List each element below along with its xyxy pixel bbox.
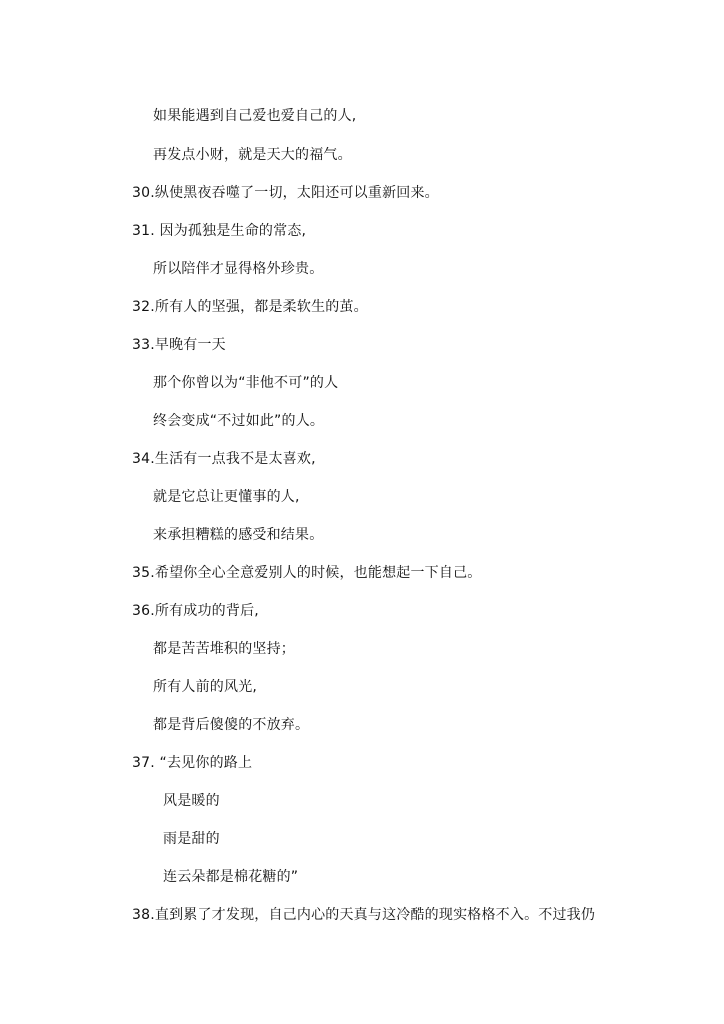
numbered-quote-36: 36.所有成功的背后, — [132, 603, 259, 619]
numbered-quote-35: 35.希望你全心全意爱别人的时候，也能想起一下自己。 — [132, 565, 482, 581]
text-line: 连云朵都是棉花糖的” — [163, 869, 299, 885]
numbered-quote-30: 30.纵使黑夜吞噬了一切，太阳还可以重新回来。 — [132, 185, 439, 201]
text-line: 来承担糟糕的感受和结果。 — [153, 527, 324, 543]
text-line: 都是背后傻傻的不放弃。 — [153, 717, 310, 733]
text-line: 就是它总让更懂事的人, — [153, 489, 300, 505]
text-line: 那个你曾以为“非他不可”的人 — [153, 375, 339, 391]
numbered-quote-34: 34.生活有一点我不是太喜欢, — [132, 451, 316, 467]
text-line: 都是苦苦堆积的坚持； — [153, 641, 295, 657]
numbered-quote-31: 31. 因为孤独是生命的常态, — [132, 223, 307, 239]
text-line: 再发点小财，就是天大的福气。 — [153, 147, 352, 163]
numbered-quote-33: 33.早晚有一天 — [132, 337, 226, 353]
text-line: 风是暖的 — [163, 793, 220, 809]
numbered-quote-32: 32.所有人的坚强，都是柔软生的茧。 — [132, 299, 368, 315]
text-line: 所有人前的风光, — [153, 679, 258, 695]
text-line: 雨是甜的 — [163, 831, 220, 847]
text-line: 所以陪伴才显得格外珍贵。 — [153, 261, 324, 277]
text-line: 终会变成“不过如此”的人。 — [153, 413, 325, 429]
numbered-quote-38: 38.直到累了才发现，自己内心的天真与这冷酷的现实格格不入。不过我仍 — [132, 907, 596, 923]
numbered-quote-37: 37. “去见你的路上 — [132, 755, 253, 771]
text-line: 如果能遇到自己爱也爱自己的人, — [153, 108, 357, 124]
